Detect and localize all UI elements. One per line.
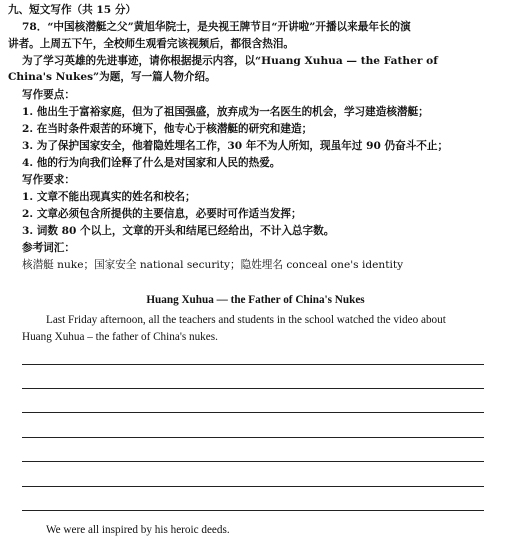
writing-line[interactable] [22, 412, 484, 413]
section-heading: 九、短文写作（共 15 分） [8, 4, 137, 16]
prompt-line-3: 为了学习英雄的先进事迹，请你根据提示内容，以“Huang Xuhua — the Father of [22, 55, 438, 67]
writing-line[interactable] [22, 437, 484, 438]
writing-line[interactable] [22, 486, 484, 487]
prompt-line-2: 讲者。上周五下午，全校师生观看完该视频后，都很含热泪。 [8, 38, 295, 50]
writing-line[interactable] [22, 388, 484, 389]
requirement-1: 1. 文章不能出现真实的姓名和校名； [22, 191, 196, 203]
requirement-2: 2. 文章必须包含所提供的主要信息，必要时可作适当发挥； [22, 208, 302, 220]
essay-title: Huang Xuhua — the Father of China's Nukes [146, 294, 365, 306]
point-4: 4. 他的行为向我们诠释了什么是对国家和人民的热爱。 [22, 157, 281, 169]
point-2: 2. 在当时条件艰苦的环境下，他专心于核潜艇的研究和建造； [22, 123, 313, 135]
vocab-list: 核潜艇 nuke；国家安全 national security；隐姓埋名 conceal one's identity [22, 259, 404, 271]
prompt-line-1: 78．“中国核潜艇之父”黄旭华院士，是央视王牌节目“开讲啦”开播以来最年长的演 [22, 21, 411, 33]
writing-line[interactable] [22, 510, 484, 511]
essay-opening-line-1: Last Friday afternoon, all the teachers and students in the school watched the video about [46, 314, 446, 326]
essay-opening-line-2: Huang Xuhua – the father of China's nukes. [22, 331, 218, 343]
writing-line[interactable] [22, 461, 484, 462]
requirements-title: 写作要求： [22, 174, 75, 186]
writing-line[interactable] [22, 364, 484, 365]
essay-closing-line: We were all inspired by his heroic deeds. [46, 524, 230, 536]
prompt-line-4: China's Nukes”为题，写一篇人物介绍。 [8, 71, 216, 83]
point-1: 1. 他出生于富裕家庭，但为了祖国强盛，放弃成为一名医生的机会，学习建造核潜艇； [22, 106, 429, 118]
vocab-title: 参考词汇： [22, 242, 75, 254]
point-3: 3. 为了保护国家安全，他着隐姓埋名工作，30 年不为人所知，现虽年过 90 仍奋斗不止； [22, 140, 449, 152]
points-title: 写作要点： [22, 89, 75, 101]
requirement-3: 3. 词数 80 个以上，文章的开头和结尾已经给出，不计入总字数。 [22, 225, 335, 237]
